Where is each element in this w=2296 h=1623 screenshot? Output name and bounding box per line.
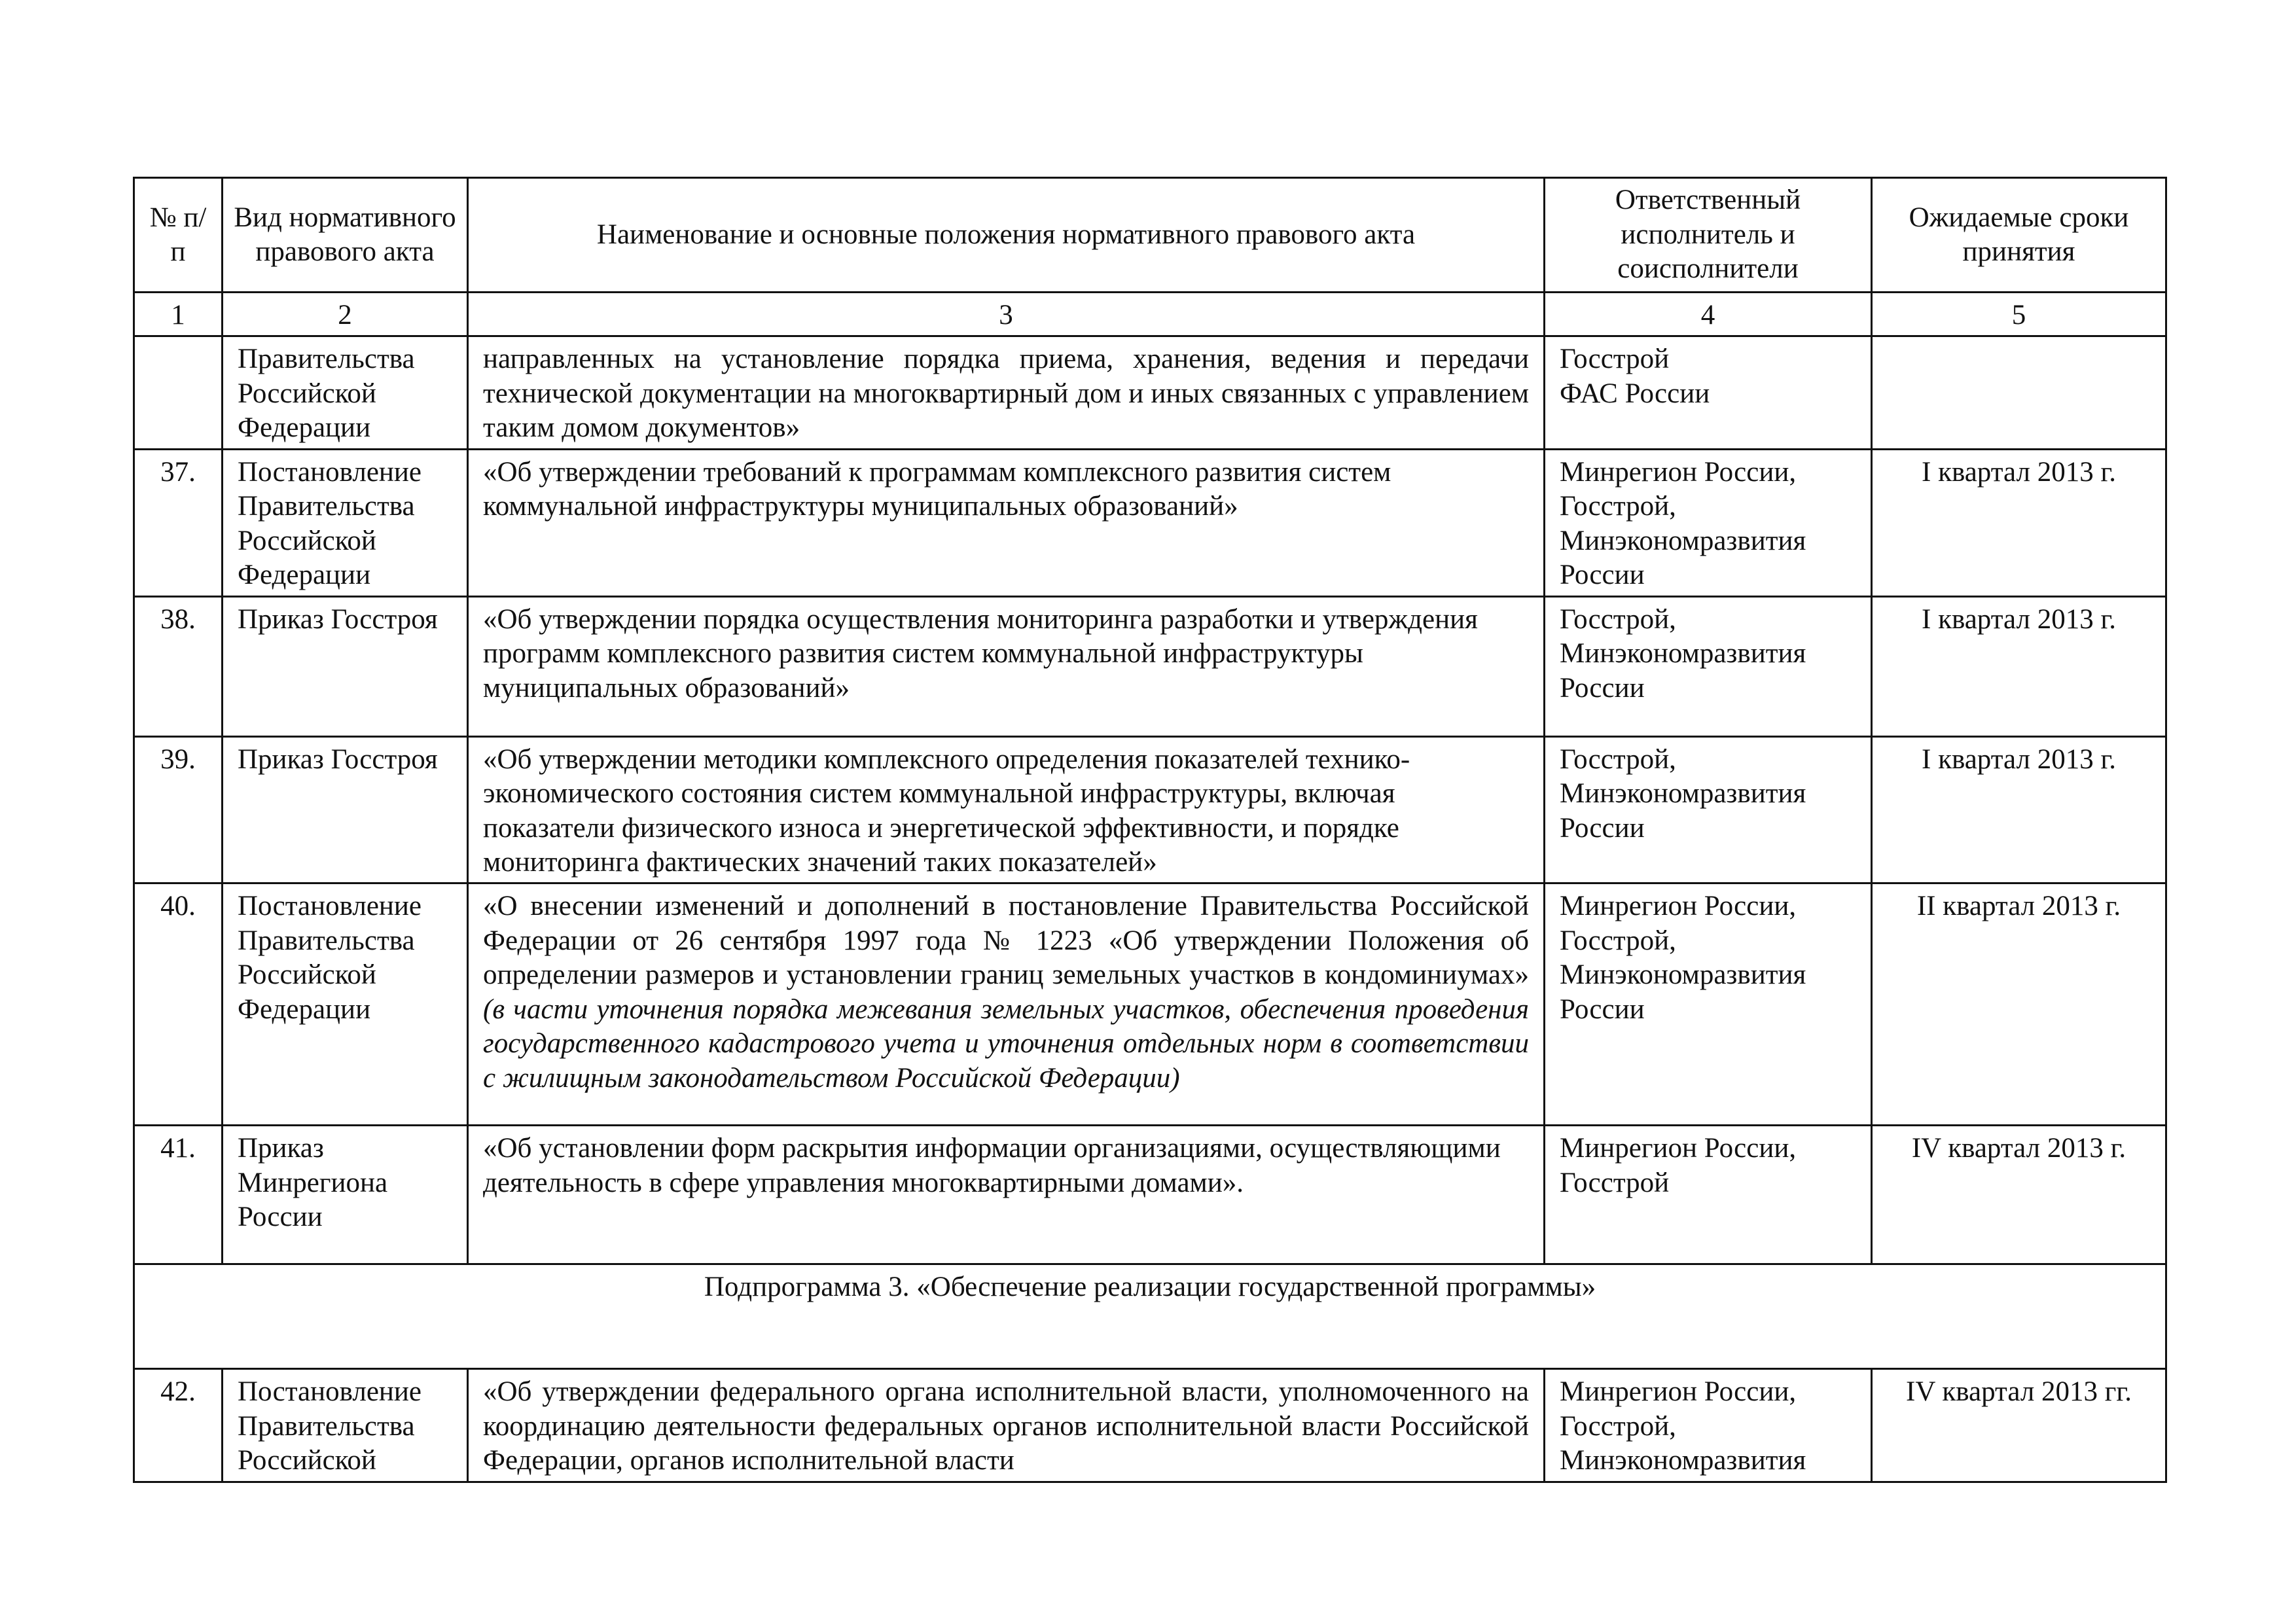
header-type: Вид нормативного правового акта xyxy=(223,178,468,293)
table-row xyxy=(134,449,2166,596)
column-number: 3 xyxy=(468,293,1545,336)
table-header-row xyxy=(134,178,2166,293)
act-type: Приказ Госстроя xyxy=(223,596,468,736)
responsible-executors: Минрегион России, Госстрой, Минэкономразвития xyxy=(1545,1369,1872,1482)
header-num: № п/п xyxy=(134,178,223,293)
adoption-term: I квартал 2013 г. xyxy=(1872,736,2166,883)
act-name-note: (в части уточнения порядка межевания земельных участков, обеспечения проведения государственного кадастрового учета и уточнения отдельных норм в соответствии с жилищным законодательством Российской Федерации) xyxy=(483,993,1529,1094)
row-number xyxy=(134,336,223,449)
act-name xyxy=(468,1126,1545,1264)
subprogram-title: Подпрограмма 3. «Обеспечение реализации государственной программы» xyxy=(134,1264,2166,1369)
responsible-executors: Минрегион России, Госстрой, Минэкономразвития России xyxy=(1545,883,1872,1126)
header-name: Наименование и основные положения нормативного правового акта xyxy=(468,178,1545,293)
responsible-executors: Минрегион России, Госстрой xyxy=(1545,1126,1872,1264)
table-row xyxy=(134,736,2166,883)
adoption-term: I квартал 2013 г. xyxy=(1872,449,2166,596)
adoption-term: I квартал 2013 г. xyxy=(1872,596,2166,736)
row-number: 38. xyxy=(134,596,223,736)
act-type: Приказ Минрегиона России xyxy=(223,1126,468,1264)
responsible-executors: Госстрой, Минэкономразвития России xyxy=(1545,596,1872,736)
table-row xyxy=(134,883,2166,1126)
act-name-text: «Об утверждении порядка осуществления мониторинга разработки и утверждения программ комплексного развития систем коммунальной инфраструктуры муниципальных образований» xyxy=(483,603,1478,704)
act-name xyxy=(468,736,1545,883)
column-number: 4 xyxy=(1545,293,1872,336)
adoption-term: IV квартал 2013 г. xyxy=(1872,1126,2166,1264)
column-number: 5 xyxy=(1872,293,2166,336)
row-number: 40. xyxy=(134,883,223,1126)
act-name-text: направленных на установление порядка приема, хранения, ведения и передачи технической документации на многоквартирный дом и иных связанных с управлением таким домом документов» xyxy=(483,344,1529,444)
act-name-text: «Об установлении форм раскрытия информации организациями, осуществляющими деятельность в сфере управления многоквартирными домами». xyxy=(483,1133,1501,1198)
act-type: Правительства Российской Федерации xyxy=(223,336,468,449)
act-name-text: «Об утверждении методики комплексного определения показателей технико-экономического состояния систем коммунальной инфраструктуры, включая показатели физического износа и энергетической эффективности, и порядке мониторинга фактических значений таких показателей» xyxy=(483,743,1410,878)
responsible-executors: Минрегион России, Госстрой, Минэкономразвития России xyxy=(1545,449,1872,596)
act-name-text: «Об утверждении требований к программам комплексного развития систем коммунальной инфраструктуры муниципальных образований» xyxy=(483,456,1391,522)
header-responsible: Ответственный исполнитель и соисполнители xyxy=(1545,178,1872,293)
adoption-term: II квартал 2013 г. xyxy=(1872,883,2166,1126)
adoption-term: IV квартал 2013 гг. xyxy=(1872,1369,2166,1482)
row-number: 41. xyxy=(134,1126,223,1264)
column-number-row xyxy=(134,293,2166,336)
responsible-executors: Госстрой ФАС России xyxy=(1545,336,1872,449)
row-number: 37. xyxy=(134,449,223,596)
act-name-text: «О внесении изменений и дополнений в постановление Правительства Российской Федерации от 26 сентября 1997 года № 1223 «Об утверждении Положения об определении размеров и установлении границ земельных участков в кондоминиумах» xyxy=(483,891,1529,991)
act-name xyxy=(468,1369,1545,1482)
row-number: 39. xyxy=(134,736,223,883)
column-number: 1 xyxy=(134,293,223,336)
table-row xyxy=(134,1369,2166,1482)
subprogram-row xyxy=(134,1264,2166,1369)
act-name xyxy=(468,449,1545,596)
act-name xyxy=(468,336,1545,449)
legal-acts-table xyxy=(133,177,2167,1483)
responsible-executors: Госстрой, Минэкономразвития России xyxy=(1545,736,1872,883)
column-number: 2 xyxy=(223,293,468,336)
act-name xyxy=(468,883,1545,1126)
header-term: Ожидаемые сроки принятия xyxy=(1872,178,2166,293)
act-type: Постановление Правительства Российской Федерации xyxy=(223,883,468,1126)
table-row xyxy=(134,1126,2166,1264)
act-name-text: «Об утверждении федерального органа исполнительной власти, уполномоченного на координацию деятельности федеральных органов исполнительной власти Российской Федерации, органов исполнительной власти xyxy=(483,1376,1529,1476)
act-name xyxy=(468,596,1545,736)
act-type: Постановление Правительства Российской xyxy=(223,1369,468,1482)
adoption-term xyxy=(1872,336,2166,449)
row-number: 42. xyxy=(134,1369,223,1482)
act-type: Постановление Правительства Российской Федерации xyxy=(223,449,468,596)
act-type: Приказ Госстроя xyxy=(223,736,468,883)
table-row xyxy=(134,596,2166,736)
table-row xyxy=(134,336,2166,449)
